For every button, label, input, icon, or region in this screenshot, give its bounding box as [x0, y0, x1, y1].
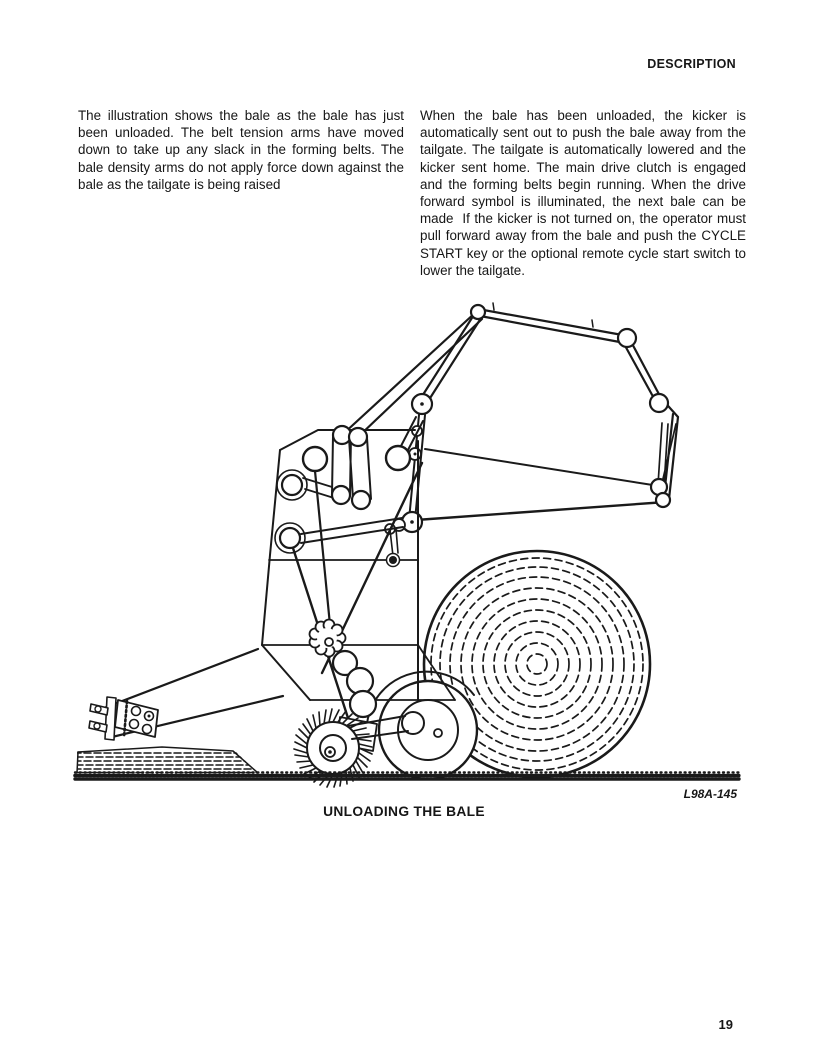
text-column-left: The illustration shows the bale as the bale has just been unloaded. The belt tension arms have moved down to take up any slack in the forming belts. The bale density arms do not apply force down against the bale as the tailgate is being raised: [78, 108, 408, 192]
baler-illustration: [72, 293, 752, 793]
section-header: DESCRIPTION: [647, 57, 736, 71]
figure: [72, 293, 752, 793]
figure-caption: UNLOADING THE BALE: [323, 804, 485, 819]
hitch-tongue: [89, 649, 283, 740]
ground-line: [75, 773, 739, 780]
text-column-right: When the bale has been unloaded, the kicker is automatically sent out to push the bale away from the tailgate. The tailgate is automatically lowered and the kicker sent home. The main drive clutch is engaged and the forming belts begin running. When the drive forward symbol is illuminated, the next bale can be made If the kicker is not turned on, the operator must pull forward away from the bale and push the CYCLE START key or the optional remote cycle start switch to lower the tailgate.: [420, 108, 750, 278]
page-number: 19: [718, 1017, 733, 1032]
tailgate: [342, 303, 678, 534]
body-text: [78, 107, 750, 279]
figure-id: L98A-145: [683, 787, 737, 801]
hay-windrow: [74, 747, 262, 773]
